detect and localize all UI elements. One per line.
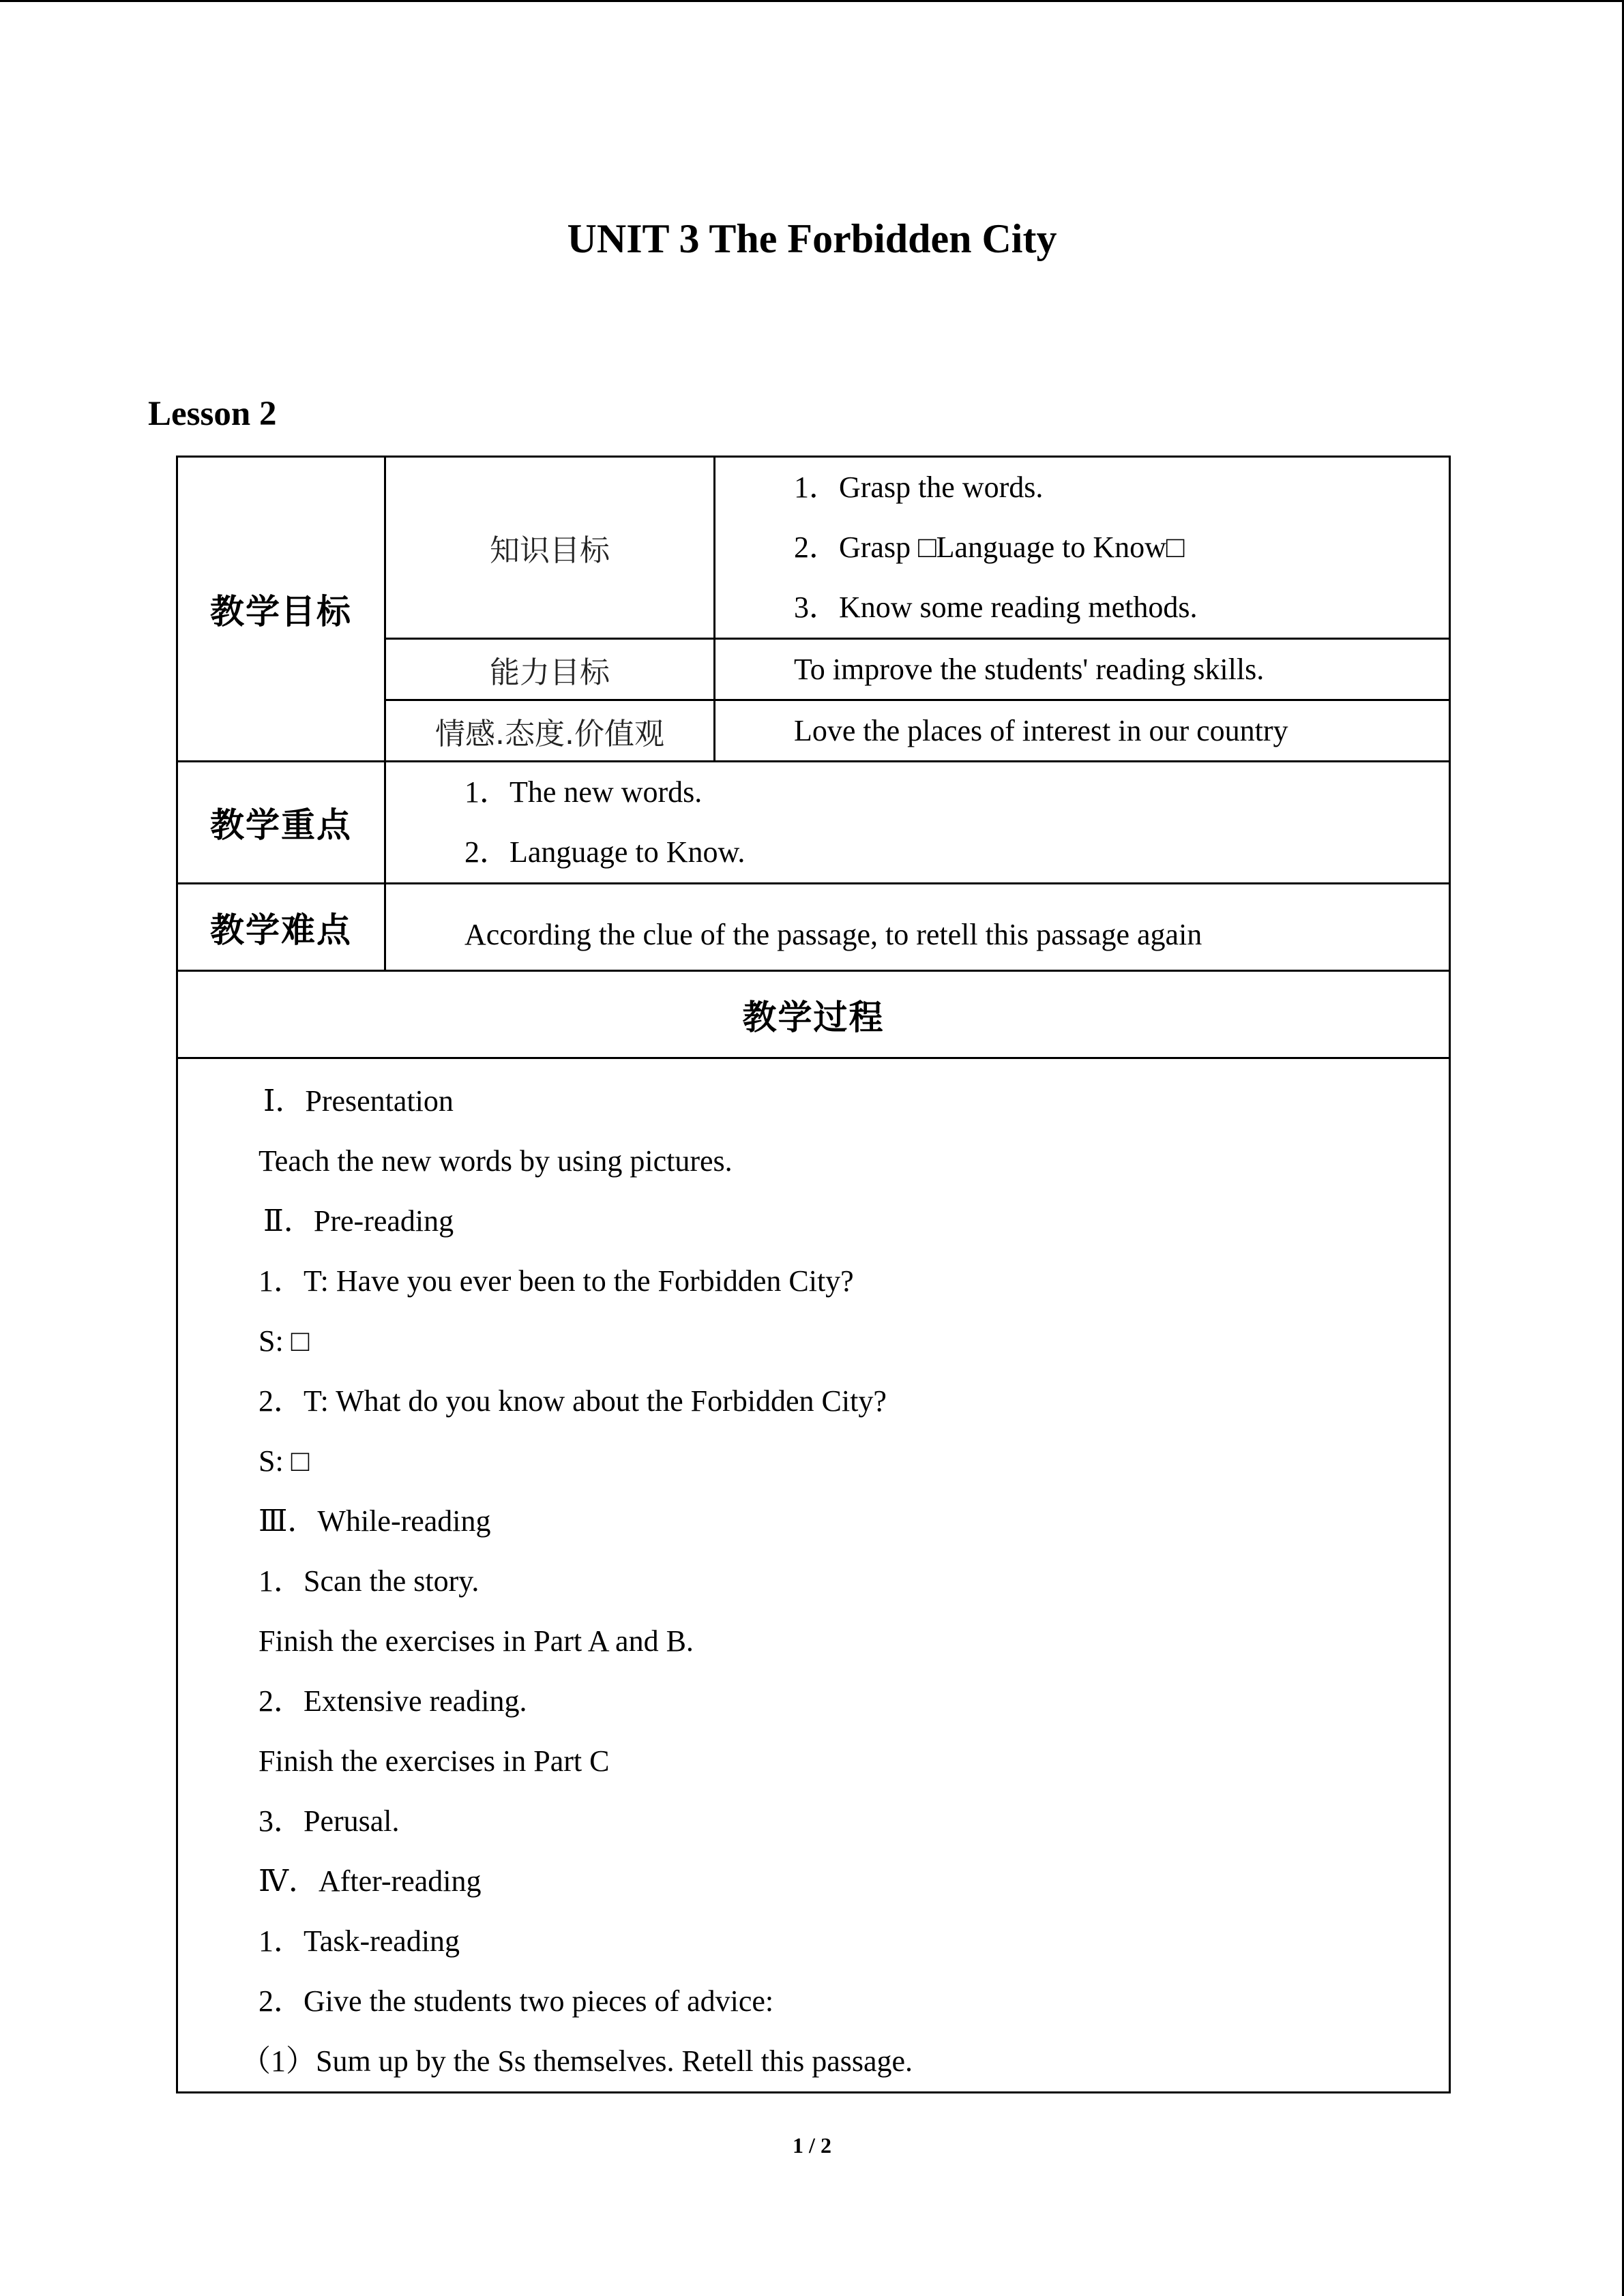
process-line: （1）Sum up by the Ss themselves. Retell this passage. bbox=[241, 2044, 913, 2078]
process-body bbox=[177, 1058, 1450, 2093]
process-line: Teach the new words by using pictures. bbox=[259, 1144, 733, 1178]
document-title: UNIT 3 The Forbidden City bbox=[567, 216, 1057, 261]
process-line: Ⅲ．While-reading bbox=[259, 1504, 491, 1538]
process-line: Ⅳ．After-reading bbox=[259, 1864, 482, 1898]
process-line: S: □ bbox=[259, 1444, 310, 1478]
process-line: 1．Task-reading bbox=[259, 1924, 460, 1958]
knowledge-items bbox=[715, 457, 1450, 639]
lesson-heading: Lesson 2 bbox=[148, 395, 277, 433]
key-point-item: 2．Language to Know. bbox=[464, 835, 745, 869]
process-line: 2．T: What do you know about the Forbidden City? bbox=[259, 1384, 887, 1418]
difficulties-text: According the clue of the passage, to retell this passage again bbox=[385, 884, 1450, 971]
key-points-row bbox=[177, 762, 1450, 884]
emotion-text: Love the places of interest in our country bbox=[715, 700, 1450, 762]
process-line: S: □ bbox=[259, 1324, 310, 1358]
ability-label: 能力目标 bbox=[385, 639, 715, 700]
key-points-items bbox=[385, 762, 1450, 884]
emotion-label: 情感.态度.价值观 bbox=[385, 700, 715, 762]
top-border-line bbox=[0, 0, 1624, 2]
process-line: 2．Extensive reading. bbox=[259, 1684, 527, 1718]
process-header-row bbox=[177, 971, 1450, 1058]
difficulties-row bbox=[177, 884, 1450, 971]
ability-text: To improve the students' reading skills. bbox=[715, 639, 1450, 700]
process-body-row bbox=[177, 1058, 1450, 2093]
page-number: 1 / 2 bbox=[793, 2133, 831, 2158]
process-line: Ⅰ．Presentation bbox=[263, 1084, 454, 1118]
process-line: Finish the exercises in Part C bbox=[259, 1744, 610, 1778]
knowledge-item: 1．Grasp the words. bbox=[794, 471, 1044, 504]
process-line: Finish the exercises in Part A and B. bbox=[259, 1624, 694, 1658]
objectives-knowledge-row bbox=[177, 457, 1450, 639]
key-points-label: 教学重点 bbox=[177, 762, 385, 884]
knowledge-item: 3．Know some reading methods. bbox=[794, 591, 1198, 624]
process-line: 1．Scan the story. bbox=[259, 1564, 479, 1598]
process-line: 3．Perusal. bbox=[259, 1804, 400, 1838]
objectives-label: 教学目标 bbox=[177, 457, 385, 762]
process-line: Ⅱ．Pre-reading bbox=[263, 1204, 454, 1238]
process-line: 1．T: Have you ever been to the Forbidden City? bbox=[259, 1264, 854, 1298]
knowledge-item: 2．Grasp □Language to Know□ bbox=[794, 531, 1185, 564]
process-line: 2．Give the students two pieces of advice: bbox=[259, 1984, 774, 2018]
knowledge-label: 知识目标 bbox=[385, 457, 715, 639]
lesson-plan-table bbox=[176, 456, 1451, 2093]
difficulties-label: 教学难点 bbox=[177, 884, 385, 971]
process-label: 教学过程 bbox=[177, 971, 1450, 1058]
key-point-item: 1．The new words. bbox=[464, 775, 703, 809]
